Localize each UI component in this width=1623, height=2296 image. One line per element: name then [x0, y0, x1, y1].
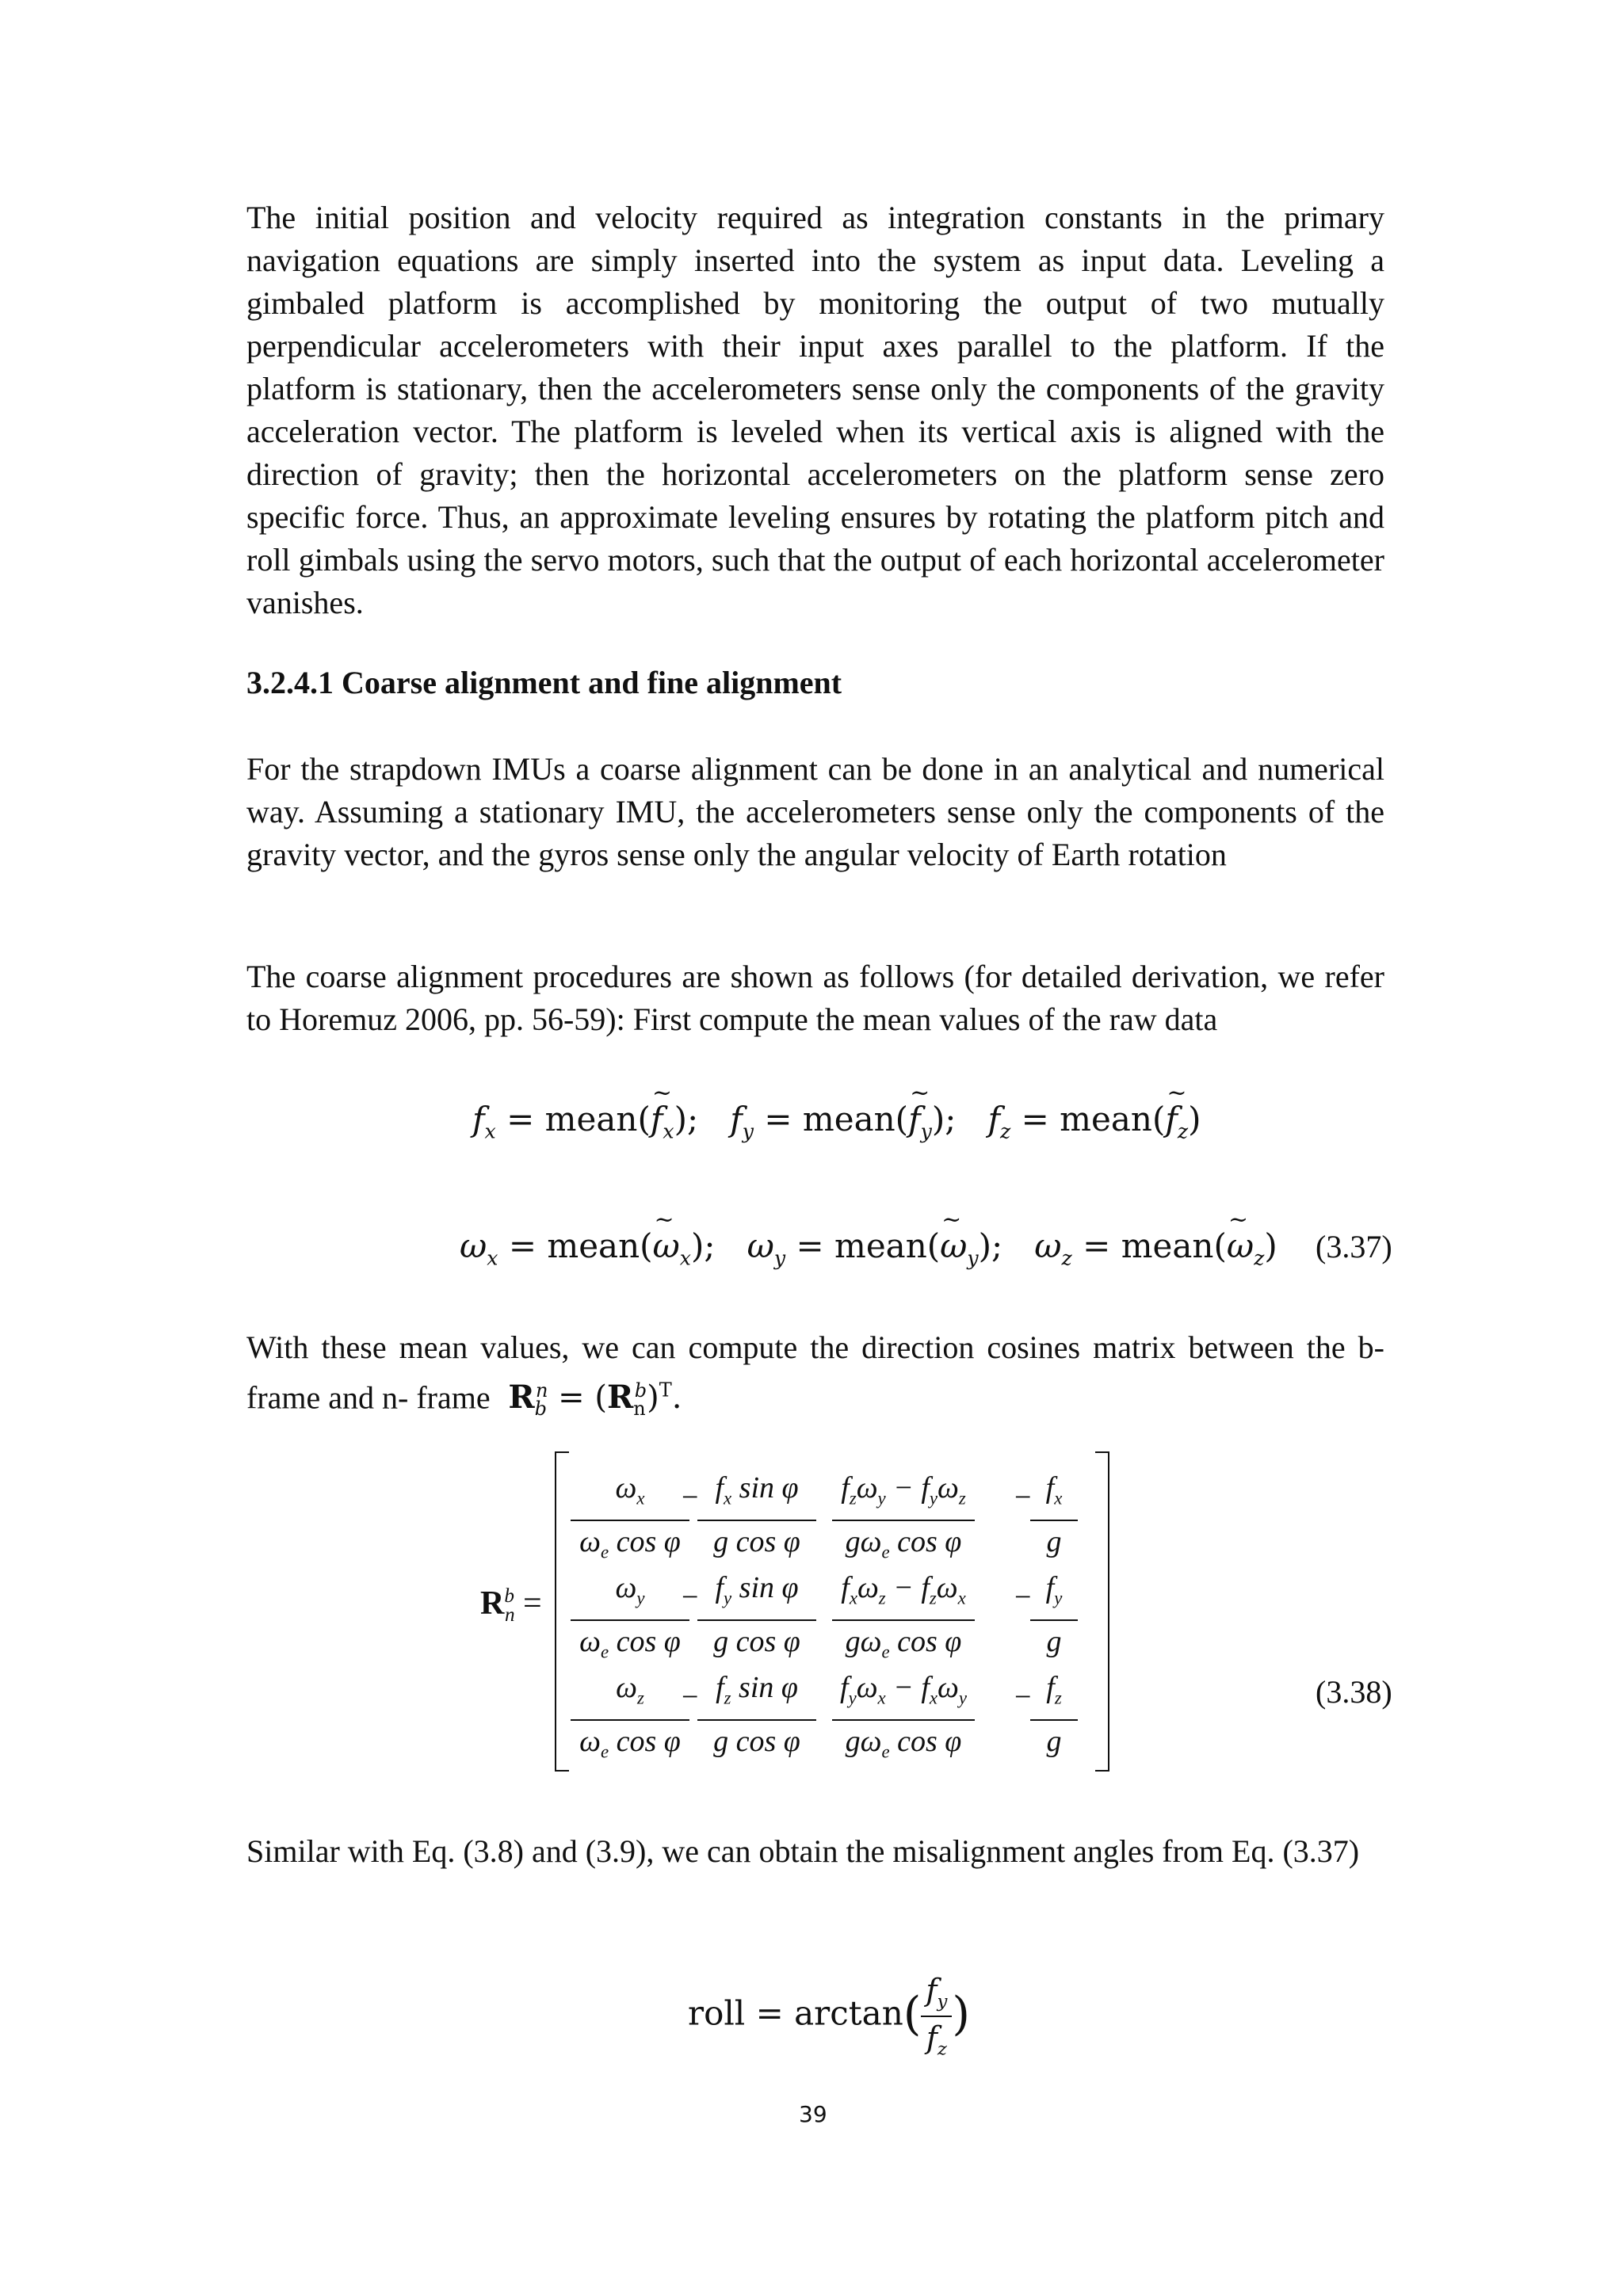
- matrix-cell-3-2: $f_z$ sin φ g cos φ: [697, 1667, 816, 1762]
- paragraph-direction-cosines: With these mean values, we can compute the direction cosines matrix between the b-frame and n- frame $R_b^n = (R_n^b)^T$.: [246, 1329, 1384, 1421]
- paragraph-strapdown: For the strapdown IMUs a coarse alignment can be done in an analytical and numerical way. Assuming a stationary IMU, the accelerometers sense only the components of the gravity vector, and the gyros sense only the angular velocity of Earth rotation: [246, 751, 1384, 872]
- matrix-cell-2-1: $\omega_y$ $\omega_e$ cos φ: [571, 1567, 689, 1672]
- equation-number-338: (3.38): [1316, 1674, 1392, 1710]
- equation-roll: roll = arctan( $\frac{f_y}{f_z}$ ): [688, 1973, 970, 2060]
- matrix-cell-2-4: $f_y$ g: [1030, 1567, 1078, 1662]
- paragraph-misalignment: Similar with Eq. (3.8) and (3.9), we can obtain the misalignment angles from Eq. (3.37): [246, 1833, 1360, 1869]
- matrix-label: $R^b_n$ =: [480, 1585, 542, 1627]
- matrix-left-bracket: [555, 1451, 569, 1772]
- matrix-cell-3-1: $\omega_z$ $\omega_e$ cos φ: [571, 1667, 689, 1772]
- matrix-cell-1-3: $f_z\omega_y - f_y\omega_z$ $g\omega_e$ cos φ: [832, 1467, 975, 1573]
- equation-accel-mean: $f_x$ = mean(~ $f_x$); $f_y$ = mean(~ $f_y$); $f_z$ = mean(~ $f_z$): [472, 1100, 1201, 1142]
- paragraph-procedure: The coarse alignment procedures are shown as follows (for detailed derivation, we refer to Horemuz 2006, pp. 56-59): First compute the mean values of the raw data: [246, 959, 1384, 1037]
- matrix-cell-3-4: $f_z$ g: [1030, 1667, 1078, 1762]
- matrix-cell-1-4: $f_x$ g: [1030, 1467, 1078, 1562]
- direction-cosine-matrix: $\omega_x$ $\omega_e$ cos φ − $f_x$ sin φ g cos φ $f_z\omega_y - f_y\omega_z$ $g\omega_e$ cos φ − $f_x$ g $\omega_y$ $\omega_e$ cos φ − $f_y$ sin φ g cos φ $f_x\omega_z - f_z\omega_x$ $g\omega_e$ cos φ − $f_y$ g $\omega_z$ $\omega_e$ cos φ − $f_z$ sin φ g cos φ $f_y\omega_x - f_x\omega_y$ $g\omega_e$ cos φ − $f_z$ g: [555, 1451, 1109, 1768]
- matrix-cell-2-2: $f_y$ sin φ g cos φ: [697, 1567, 816, 1662]
- matrix-cell-2-3: $f_x\omega_z - f_z\omega_x$ $g\omega_e$ cos φ: [832, 1567, 975, 1672]
- paragraph-leveling: The initial position and velocity required as integration constants in the primary navigation equations are simply inserted into the system as input data. Leveling a gimbaled platform is accomplished by monitoring the output of two mutually perpendicular accelerometers with their input axes parallel to the platform. If the platform is stationary, then the accelerometers sense only the components of the gravity acceleration vector. The platform is leveled when its vertical axis is aligned with the direction of gravity; then the horizontal accelerometers on the platform sense zero specific force. Thus, an approximate leveling ensures by rotating the platform pitch and roll gimbals using the servo motors, such that the output of each horizontal accelerometer vanishes.: [246, 200, 1384, 620]
- matrix-cell-1-2: $f_x$ sin φ g cos φ: [697, 1467, 816, 1562]
- matrix-right-bracket: [1095, 1451, 1109, 1772]
- matrix-cell-1-1: $\omega_x$ $\omega_e$ cos φ: [571, 1467, 689, 1573]
- equation-gyro-mean: $\omega_x$ = mean(~ $\omega_x$); $\omega_y$ = mean(~ $\omega_y$); $\omega_z$ = mean(~ $\omega_z$): [460, 1226, 1277, 1269]
- equation-number-337: (3.37): [1316, 1229, 1392, 1264]
- page-number: 39: [799, 2101, 827, 2127]
- section-heading: 3.2.4.1 Coarse alignment and fine alignment: [246, 665, 842, 700]
- matrix-cell-3-3: $f_y\omega_x - f_x\omega_y$ $g\omega_e$ cos φ: [832, 1667, 975, 1772]
